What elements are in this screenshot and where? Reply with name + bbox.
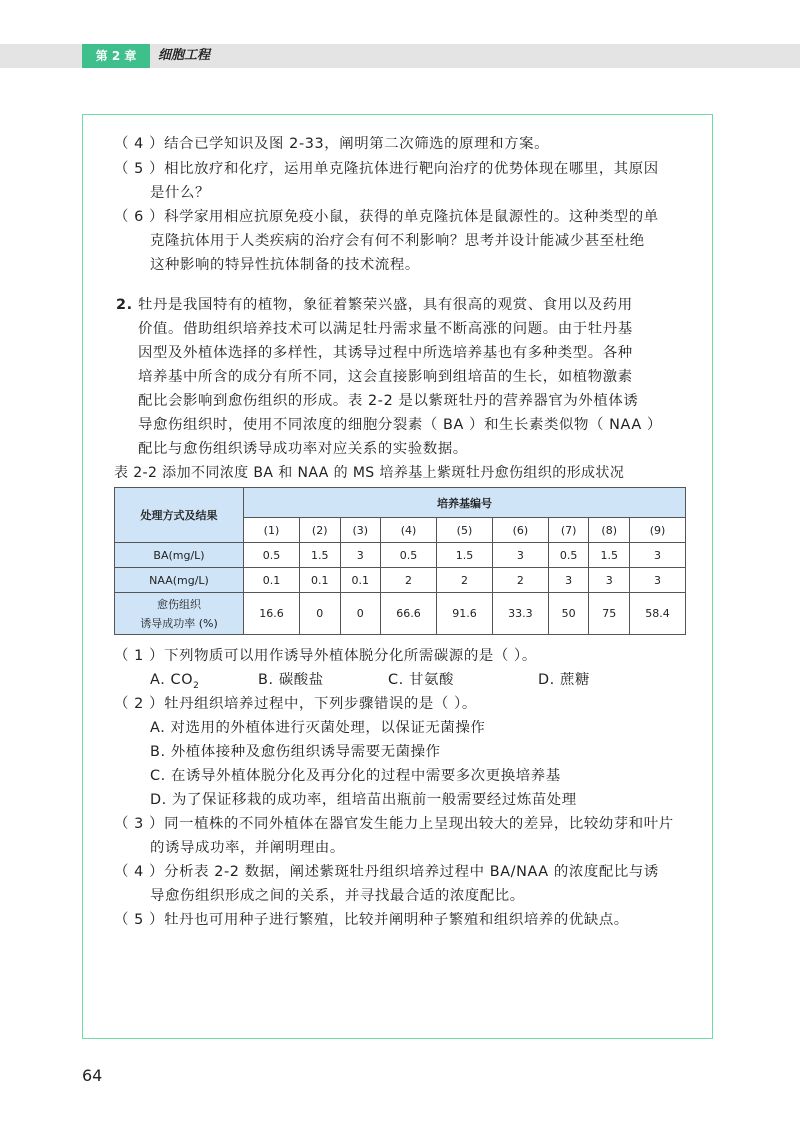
column-header: (2)	[299, 518, 340, 543]
paragraph-line: 价值。借助组织培养技术可以满足牡丹需求量不断高涨的问题。由于牡丹基	[138, 321, 633, 337]
chapter-tag: 第 2 章	[82, 44, 150, 68]
option-c: C. 甘氨酸	[388, 672, 454, 688]
option-line: C. 在诱导外植体脱分化及再分化的过程中需要多次更换培养基	[150, 768, 561, 784]
table-cell: 3	[630, 568, 686, 593]
table-corner-header: 处理方式及结果	[115, 488, 244, 543]
column-header: (9)	[630, 518, 686, 543]
column-header: (5)	[437, 518, 493, 543]
paragraph-line: 牡丹是我国特有的植物，象征着繁荣兴盛，具有很高的观赏、食用以及药用	[138, 297, 633, 313]
question-line: 克隆抗体用于人类疾病的治疗会有何不利影响？思考并设计能减少甚至杜绝	[150, 233, 645, 249]
table-cell: 16.6	[244, 593, 300, 635]
question-line: 是什么？	[150, 185, 210, 201]
table-cell: 3	[340, 543, 381, 568]
sub-question-line: 导愈伤组织形成之间的关系，并寻找最合适的浓度配比。	[150, 888, 525, 904]
table-cell: 1.5	[299, 543, 340, 568]
column-header: (1)	[244, 518, 300, 543]
table-group-header: 培养基编号	[244, 488, 686, 518]
question-line: （ 6 ）科学家用相应抗原免疫小鼠，获得的单克隆抗体是鼠源性的。这种类型的单	[114, 209, 659, 225]
table-cell: 0	[299, 593, 340, 635]
table-cell: 2	[492, 568, 548, 593]
sub-question-line: （ 3 ）同一植株的不同外植体在器官发生能力上呈现出较大的差异，比较幼芽和叶片	[114, 816, 674, 832]
table-cell: 58.4	[630, 593, 686, 635]
sub-question-line: 的诱导成功率，并阐明理由。	[150, 840, 345, 856]
row-header-line: 愈伤组织	[157, 597, 201, 611]
option-line: B. 外植体接种及愈伤组织诱导需要无菌操作	[150, 744, 441, 760]
sub-question-line: （ 4 ）分析表 2-2 数据，阐述紫斑牡丹组织培养过程中 BA/NAA 的浓度配比与诱	[114, 864, 659, 880]
table-cell: 1.5	[437, 543, 493, 568]
table-cell: 3	[589, 568, 630, 593]
sub-question-line: （ 5 ）牡丹也可用种子进行繁殖，比较并阐明种子繁殖和组织培养的优缺点。	[114, 912, 629, 928]
sub-question-stem: （ 2 ）牡丹组织培养过程中，下列步骤错误的是（ ）。	[114, 696, 477, 712]
table-cell: 75	[589, 593, 630, 635]
paragraph-line: 因型及外植体选择的多样性，其诱导过程中所选培养基也有多种类型。各种	[138, 345, 633, 361]
row-header: BA(mg/L)	[115, 543, 244, 568]
page-number: 64	[82, 1066, 103, 1085]
table-cell: 50	[548, 593, 589, 635]
table-row	[115, 568, 686, 593]
table-cell: 91.6	[437, 593, 493, 635]
row-header-line: 诱导成功率 (%)	[140, 616, 218, 630]
column-header: (4)	[381, 518, 437, 543]
option-line: A. 对选用的外植体进行灭菌处理，以保证无菌操作	[150, 720, 486, 736]
paragraph-line: 配比会影响到愈伤组织的形成。表 2-2 是以紫斑牡丹的营养器官为外植体诱	[138, 393, 639, 409]
table-cell: 3	[548, 568, 589, 593]
table-cell: 0.5	[548, 543, 589, 568]
option-a-subscript: 2	[193, 680, 200, 691]
table-cell: 3	[492, 543, 548, 568]
table-cell: 33.3	[492, 593, 548, 635]
table-cell: 2	[437, 568, 493, 593]
table-caption: 表 2-2 添加不同浓度 BA 和 NAA 的 MS 培养基上紫斑牡丹愈伤组织的形成状况	[114, 465, 625, 481]
table-cell: 0.1	[244, 568, 300, 593]
question-line: （ 4 ）结合已学知识及图 2-33，阐明第二次筛选的原理和方案。	[114, 136, 550, 152]
table-row	[115, 543, 686, 568]
table-cell: 66.6	[381, 593, 437, 635]
option-a-text: A. CO	[150, 672, 194, 688]
table-cell: 0.5	[244, 543, 300, 568]
table-header-row	[115, 488, 686, 518]
row-header	[115, 593, 244, 635]
table-cell: 0.1	[340, 568, 381, 593]
question-number: 2.	[116, 297, 133, 313]
table-cell: 2	[381, 568, 437, 593]
option-b: B. 碳酸盐	[258, 672, 324, 688]
option-line: D. 为了保证移栽的成功率，组培苗出瓶前一般需要经过炼苗处理	[150, 792, 577, 808]
question-line: （ 5 ）相比放疗和化疗，运用单克隆抗体进行靶向治疗的优势体现在哪里，其原因	[114, 161, 659, 177]
table-row	[115, 593, 686, 635]
data-table	[114, 487, 686, 635]
chapter-title: 细胞工程	[158, 48, 211, 63]
column-header: (3)	[340, 518, 381, 543]
sub-question-stem: （ 1 ）下列物质可以用作诱导外植体脱分化所需碳源的是（ ）。	[114, 648, 537, 664]
row-header: NAA(mg/L)	[115, 568, 244, 593]
table-cell: 0.1	[299, 568, 340, 593]
option-d: D. 蔗糖	[538, 672, 591, 688]
table-cell: 0	[340, 593, 381, 635]
table-cell: 0.5	[381, 543, 437, 568]
column-header: (8)	[589, 518, 630, 543]
table-cell: 1.5	[589, 543, 630, 568]
paragraph-line: 配比与愈伤组织诱导成功率对应关系的实验数据。	[138, 441, 468, 457]
table-cell: 3	[630, 543, 686, 568]
column-header: (6)	[492, 518, 548, 543]
paragraph-line: 导愈伤组织时，使用不同浓度的细胞分裂素（ BA ）和生长素类似物（ NAA ）	[138, 417, 662, 433]
paragraph-line: 培养基中所含的成分有所不同，这会直接影响到组培苗的生长，如植物激素	[138, 369, 633, 385]
question-line: 这种影响的特异性抗体制备的技术流程。	[150, 257, 420, 273]
column-header: (7)	[548, 518, 589, 543]
